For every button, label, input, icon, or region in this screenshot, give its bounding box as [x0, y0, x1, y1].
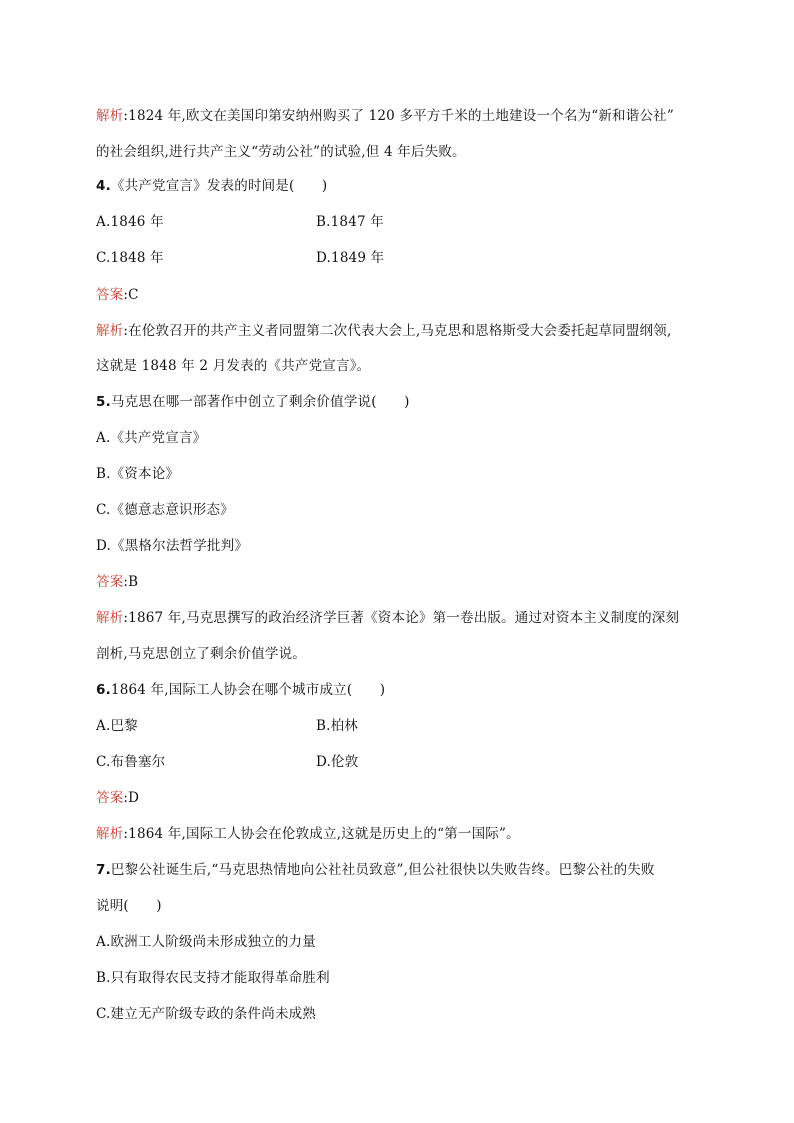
q7-stem-line2: 说明( )	[96, 898, 162, 914]
question-stem: 马克思在哪一部著作中创立了剩余价值学说( )	[110, 394, 410, 410]
answer-value: :C	[123, 287, 139, 303]
q7-option-c: C.建立无产阶级专政的条件尚未成熟	[96, 1006, 317, 1022]
q5-option-d: D.《黑格尔法哲学批判》	[96, 538, 249, 554]
q4-explanation-line1	[96, 322, 671, 340]
answer-label: 答案	[96, 790, 124, 806]
q7-option-b: B.只有取得农民支持才能取得革命胜利	[96, 970, 330, 986]
question-number: 6.	[96, 682, 111, 698]
question-6	[96, 681, 385, 699]
explanation-label: 解析	[96, 323, 124, 339]
option-b: B.柏林	[316, 718, 359, 734]
answer-label: 答案	[96, 287, 124, 303]
q6-explanation-line1	[96, 825, 520, 843]
explanation-label: 解析	[96, 610, 124, 626]
q6-answer	[96, 789, 139, 807]
explanation-text: :1867 年,马克思撰写的政治经济学巨著《资本论》第一卷出版。通过对资本主义制度的深刻	[123, 610, 680, 626]
question-5	[96, 393, 410, 411]
q6-options-row1	[96, 717, 359, 735]
explanation-text: :1864 年,国际工人协会在伦敦成立,这就是历史上的“第一国际”。	[123, 826, 520, 842]
question-stem: 巴黎公社诞生后,“马克思热情地向公社社员致意”,但公社很快以失败告终。巴黎公社的失败	[110, 862, 655, 878]
option-b: B.1847 年	[316, 214, 384, 230]
option-d: D.伦敦	[316, 754, 359, 770]
option-a: A.巴黎	[96, 718, 138, 734]
explanation-text: :在伦敦召开的共产主义者同盟第二次代表大会上,马克思和恩格斯受大会委托起草同盟纲领,	[123, 323, 672, 339]
explanation-label: 解析	[96, 826, 124, 842]
q4-explanation-line2: 这就是 1848 年 2 月发表的《共产党宣言》。	[96, 358, 371, 374]
option-a: A.1846 年	[96, 214, 164, 230]
answer-value: :B	[123, 574, 139, 590]
question-7	[96, 861, 655, 879]
q3-explanation-line2: 的社会组织,进行共产主义“劳动公社”的试验,但 4 年后失败。	[96, 144, 466, 160]
q4-options-row1	[96, 213, 384, 231]
q3-explanation-line1	[96, 107, 674, 125]
option-d: D.1849 年	[316, 250, 385, 266]
option-c: C.1848 年	[96, 250, 164, 266]
q5-option-a: A.《共产党宣言》	[96, 430, 207, 446]
question-number: 7.	[96, 862, 111, 878]
question-number: 4.	[96, 178, 111, 194]
explanation-label: 解析	[96, 108, 124, 124]
answer-value: :D	[123, 790, 140, 806]
q5-explanation-line1	[96, 609, 679, 627]
explanation-text: :1824 年,欧文在美国印第安纳州购买了 120 多平方千米的土地建设一个名为“新和谐公社”	[123, 108, 674, 124]
question-stem: 1864 年,国际工人协会在哪个城市成立( )	[110, 682, 386, 698]
q5-explanation-line2: 剖析,马克思创立了剩余价值学说。	[96, 646, 306, 662]
q5-answer	[96, 573, 138, 591]
q5-option-c: C.《德意志意识形态》	[96, 502, 234, 518]
question-number: 5.	[96, 394, 111, 410]
q5-option-b: B.《资本论》	[96, 466, 180, 482]
q4-answer	[96, 286, 139, 304]
question-stem: 《共产党宣言》发表的时间是( )	[110, 178, 328, 194]
q4-options-row2	[96, 249, 385, 267]
q7-option-a: A.欧洲工人阶级尚未形成独立的力量	[96, 934, 316, 950]
option-c: C.布鲁塞尔	[96, 754, 166, 770]
q6-options-row2	[96, 753, 359, 771]
answer-label: 答案	[96, 574, 124, 590]
question-4	[96, 177, 327, 195]
